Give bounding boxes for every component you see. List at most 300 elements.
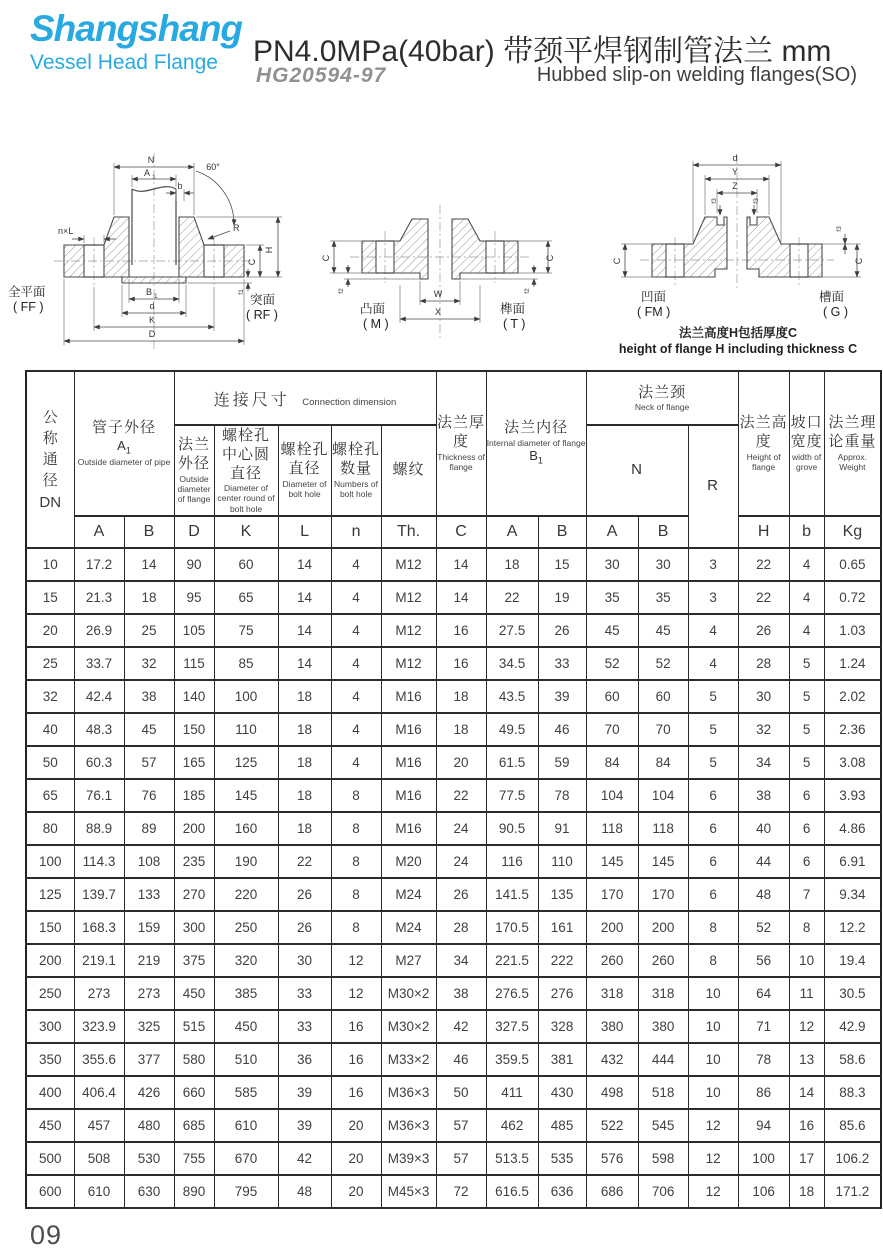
table-cell: 380 xyxy=(586,1010,638,1043)
table-cell: 359.5 xyxy=(486,1043,538,1076)
table-cell: 46 xyxy=(436,1043,486,1076)
col-letter: B xyxy=(538,516,586,548)
table-cell: 16 xyxy=(789,1109,824,1142)
col-letter: H xyxy=(738,516,789,548)
col-letter: A xyxy=(586,516,638,548)
dim-label-d-big: D xyxy=(148,329,156,339)
table-cell: 84 xyxy=(586,746,638,779)
table-cell: 350 xyxy=(26,1043,74,1076)
table-cell: 13 xyxy=(789,1043,824,1076)
col-group-connection xyxy=(174,371,436,425)
table-cell: 76 xyxy=(124,779,174,812)
table-cell: 18 xyxy=(278,812,331,845)
table-cell: 85.6 xyxy=(824,1109,881,1142)
table-cell: 5 xyxy=(688,680,738,713)
table-cell: 21.3 xyxy=(74,581,124,614)
table-cell: 6 xyxy=(789,779,824,812)
table-cell: M36×3 xyxy=(381,1109,436,1142)
table-cell: 75 xyxy=(214,614,278,647)
table-cell: 235 xyxy=(174,845,214,878)
table-cell: 8 xyxy=(331,845,381,878)
table-cell: 24 xyxy=(436,845,486,878)
table-cell: 28 xyxy=(738,647,789,680)
table-cell: 325 xyxy=(124,1010,174,1043)
table-cell: 94 xyxy=(738,1109,789,1142)
table-cell: 8 xyxy=(331,812,381,845)
flange-drawing-ff-rf xyxy=(6,145,298,357)
table-cell: 685 xyxy=(174,1109,214,1142)
table-cell: 25 xyxy=(26,647,74,680)
table-cell: 18 xyxy=(789,1175,824,1208)
table-row xyxy=(26,1142,881,1175)
table-cell: 105 xyxy=(174,614,214,647)
table-cell: 38 xyxy=(436,977,486,1010)
table-cell: 78 xyxy=(738,1043,789,1076)
table-cell: M16 xyxy=(381,680,436,713)
table-cell: 14 xyxy=(278,614,331,647)
table-cell: 39 xyxy=(278,1076,331,1109)
table-cell: 38 xyxy=(738,779,789,812)
table-cell: 10 xyxy=(688,977,738,1010)
table-row xyxy=(26,1076,881,1109)
table-cell: 12 xyxy=(688,1109,738,1142)
table-cell: 106 xyxy=(738,1175,789,1208)
table-cell: 508 xyxy=(74,1142,124,1175)
dim-label-x: X xyxy=(434,307,442,317)
table-cell: 5 xyxy=(789,680,824,713)
table-cell: 580 xyxy=(174,1043,214,1076)
table-row xyxy=(26,1010,881,1043)
bolt-dia-en: Diameter of bolt hole xyxy=(282,478,327,500)
table-row xyxy=(26,548,881,581)
face-label-fm-cn: 凹面 xyxy=(641,290,667,304)
dim-label-a1-sub: 1 xyxy=(152,174,156,181)
table-cell: 32 xyxy=(124,647,174,680)
table-cell: 3.93 xyxy=(824,779,881,812)
table-cell: 26 xyxy=(738,614,789,647)
inner-dia-cn: 法兰内径 xyxy=(504,419,569,437)
dim-label-f1: f1 xyxy=(238,289,245,295)
col-header-neck-r xyxy=(688,425,738,548)
table-row xyxy=(26,779,881,812)
table-cell: 250 xyxy=(214,911,278,944)
col-header-bolt-dia xyxy=(278,425,331,516)
table-cell: 518 xyxy=(638,1076,688,1109)
col-letter: D xyxy=(174,516,214,548)
table-cell: 42 xyxy=(436,1010,486,1043)
table-cell: 535 xyxy=(538,1142,586,1175)
table-cell: 250 xyxy=(26,977,74,1010)
col-letter: Th. xyxy=(381,516,436,548)
table-cell: 686 xyxy=(586,1175,638,1208)
table-cell: 15 xyxy=(538,548,586,581)
table-cell: 14 xyxy=(278,581,331,614)
table-cell: 22 xyxy=(486,581,538,614)
table-cell: 26 xyxy=(278,911,331,944)
dim-label-f3-c: f3 xyxy=(836,226,843,232)
table-cell: 670 xyxy=(214,1142,278,1175)
dim-label-f2-right: f2 xyxy=(524,288,531,294)
table-cell: 20 xyxy=(436,746,486,779)
table-cell: 380 xyxy=(638,1010,688,1043)
table-row xyxy=(26,845,881,878)
table-cell: 3 xyxy=(688,548,738,581)
table-cell: 45 xyxy=(124,713,174,746)
table-cell: M16 xyxy=(381,779,436,812)
table-cell: 377 xyxy=(124,1043,174,1076)
dim-label-r: R xyxy=(233,223,240,233)
table-cell: 48 xyxy=(278,1175,331,1208)
table-cell: 5 xyxy=(789,647,824,680)
face-label-rf-code: ( RF ) xyxy=(246,308,278,322)
face-label-fm-code: ( FM ) xyxy=(637,305,671,319)
table-cell: M24 xyxy=(381,911,436,944)
table-cell: 10 xyxy=(688,1010,738,1043)
table-cell: 108 xyxy=(124,845,174,878)
table-cell: 576 xyxy=(586,1142,638,1175)
table-cell: 4 xyxy=(331,746,381,779)
face-label-g-code: ( G ) xyxy=(823,305,848,319)
dim-label-c-left: C xyxy=(612,257,622,265)
table-cell: 890 xyxy=(174,1175,214,1208)
table-cell: 14 xyxy=(278,647,331,680)
table-cell: 118 xyxy=(638,812,688,845)
table-cell: 755 xyxy=(174,1142,214,1175)
table-cell: 38 xyxy=(124,680,174,713)
col-letter: C xyxy=(436,516,486,548)
table-cell: 545 xyxy=(638,1109,688,1142)
table-cell: 327.5 xyxy=(486,1010,538,1043)
table-cell: 260 xyxy=(638,944,688,977)
table-cell: 39 xyxy=(538,680,586,713)
col-letter: A xyxy=(74,516,124,548)
table-cell: 585 xyxy=(214,1076,278,1109)
table-cell: 12 xyxy=(331,944,381,977)
table-cell: 26 xyxy=(538,614,586,647)
table-cell: 25 xyxy=(124,614,174,647)
table-cell: 40 xyxy=(738,812,789,845)
table-cell: 110 xyxy=(214,713,278,746)
table-cell: 16 xyxy=(436,614,486,647)
face-label-ff-code: ( FF ) xyxy=(13,300,44,314)
table-cell: 50 xyxy=(26,746,74,779)
table-cell: 14 xyxy=(436,548,486,581)
table-cell: 4 xyxy=(789,614,824,647)
table-cell: 145 xyxy=(586,845,638,878)
table-cell: 17.2 xyxy=(74,548,124,581)
col-header-thickness xyxy=(436,371,486,516)
table-cell: 14 xyxy=(278,548,331,581)
table-cell: 64 xyxy=(738,977,789,1010)
table-cell: 48.3 xyxy=(74,713,124,746)
weight-cn: 法兰理论重量 xyxy=(828,414,877,451)
table-cell: 3.08 xyxy=(824,746,881,779)
table-cell: 150 xyxy=(174,713,214,746)
table-cell: M16 xyxy=(381,746,436,779)
table-cell: 24 xyxy=(436,812,486,845)
flange-od-cn: 法兰外径 xyxy=(178,436,211,473)
dim-label-k: K xyxy=(148,315,156,325)
table-cell: 328 xyxy=(538,1010,586,1043)
table-cell: 88.9 xyxy=(74,812,124,845)
col-letter: Kg xyxy=(824,516,881,548)
table-row xyxy=(26,680,881,713)
table-cell: 61.5 xyxy=(486,746,538,779)
table-cell: 513.5 xyxy=(486,1142,538,1175)
table-cell: 3 xyxy=(688,581,738,614)
page-number: 09 xyxy=(30,1220,63,1250)
table-cell: 170 xyxy=(638,878,688,911)
table-cell: 125 xyxy=(214,746,278,779)
table-cell: 6 xyxy=(688,845,738,878)
face-label-g-cn: 槽面 xyxy=(819,290,845,304)
col-header-dn-cn: 公称通径 xyxy=(42,409,58,490)
table-cell: 72 xyxy=(436,1175,486,1208)
table-cell: 22 xyxy=(738,548,789,581)
table-cell: 150 xyxy=(26,911,74,944)
col-group-pipe-od xyxy=(74,371,174,516)
table-cell: 500 xyxy=(26,1142,74,1175)
table-cell: 19 xyxy=(538,581,586,614)
table-cell: 22 xyxy=(738,581,789,614)
table-cell: 5 xyxy=(789,713,824,746)
table-cell: 6 xyxy=(789,812,824,845)
table-row xyxy=(26,1043,881,1076)
table-cell: 4 xyxy=(789,548,824,581)
table-cell: 8 xyxy=(331,779,381,812)
table-cell: 118 xyxy=(586,812,638,845)
col-letter: B xyxy=(124,516,174,548)
table-cell: 106.2 xyxy=(824,1142,881,1175)
groove-en: width of grove xyxy=(791,451,822,473)
bolt-num-en: Numbers of bolt hole xyxy=(334,478,378,500)
table-cell: 457 xyxy=(74,1109,124,1142)
table-cell: 85 xyxy=(214,647,278,680)
table-cell: 60 xyxy=(586,680,638,713)
table-cell: 36 xyxy=(278,1043,331,1076)
dim-label-f3-a: f3 xyxy=(711,198,718,204)
table-cell: 18 xyxy=(486,548,538,581)
table-cell: 160 xyxy=(214,812,278,845)
table-cell: 18 xyxy=(278,713,331,746)
table-cell: 6 xyxy=(688,812,738,845)
table-cell: 6 xyxy=(688,779,738,812)
table-cell: 200 xyxy=(26,944,74,977)
table-cell: 141.5 xyxy=(486,878,538,911)
table-cell: M12 xyxy=(381,647,436,680)
table-cell: 57 xyxy=(124,746,174,779)
table-cell: 4 xyxy=(331,581,381,614)
table-cell: 27.5 xyxy=(486,614,538,647)
table-cell: 2.02 xyxy=(824,680,881,713)
table-cell: 8 xyxy=(789,911,824,944)
table-cell: 6 xyxy=(688,878,738,911)
table-cell: 432 xyxy=(586,1043,638,1076)
table-row xyxy=(26,746,881,779)
table-cell: 400 xyxy=(26,1076,74,1109)
flange-spec-table xyxy=(25,370,882,1209)
dim-label-c-right: C xyxy=(545,254,555,262)
table-cell: M12 xyxy=(381,614,436,647)
table-cell: 35 xyxy=(586,581,638,614)
thickness-en: Thickness of flange xyxy=(437,451,485,473)
table-cell: 12 xyxy=(789,1010,824,1043)
table-cell: 426 xyxy=(124,1076,174,1109)
table-cell: 30 xyxy=(638,548,688,581)
table-cell: 76.1 xyxy=(74,779,124,812)
table-cell: 273 xyxy=(124,977,174,1010)
table-cell: 170.5 xyxy=(486,911,538,944)
pipe-od-sym-sub: 1 xyxy=(125,445,131,456)
dim-label-d-small: d xyxy=(149,301,155,311)
drawing-caption-cn: 法兰高度H包括厚度C xyxy=(678,326,798,340)
table-cell: 34 xyxy=(738,746,789,779)
table-cell: 16 xyxy=(331,1076,381,1109)
table-cell: 40 xyxy=(26,713,74,746)
table-cell: 200 xyxy=(586,911,638,944)
table-cell: 4 xyxy=(688,614,738,647)
table-cell: 11 xyxy=(789,977,824,1010)
table-cell: M27 xyxy=(381,944,436,977)
table-cell: 5 xyxy=(789,746,824,779)
dim-label-n: N xyxy=(147,155,155,165)
table-cell: 450 xyxy=(26,1109,74,1142)
face-label-ff-cn: 全平面 xyxy=(8,285,46,299)
table-cell: 222 xyxy=(538,944,586,977)
table-cell: 630 xyxy=(124,1175,174,1208)
table-cell: 90.5 xyxy=(486,812,538,845)
table-cell: 530 xyxy=(124,1142,174,1175)
table-cell: 385 xyxy=(214,977,278,1010)
table-cell: 12.2 xyxy=(824,911,881,944)
col-header-height xyxy=(738,371,789,516)
table-cell: 8 xyxy=(331,911,381,944)
table-cell: 57 xyxy=(436,1142,486,1175)
col-header-bolt-circle xyxy=(214,425,278,516)
table-cell: 12 xyxy=(688,1142,738,1175)
technical-drawings xyxy=(0,143,883,361)
dim-label-h: H xyxy=(264,246,274,254)
table-cell: 89 xyxy=(124,812,174,845)
dim-label-b1-sub: 1 xyxy=(154,293,158,300)
dim-label-a1: A xyxy=(143,168,151,178)
table-cell: 30.5 xyxy=(824,977,881,1010)
flange-drawing-m-t xyxy=(300,179,590,344)
table-cell: 660 xyxy=(174,1076,214,1109)
table-cell: 45 xyxy=(638,614,688,647)
col-letter: b xyxy=(789,516,824,548)
table-cell: 114.3 xyxy=(74,845,124,878)
col-letter: K xyxy=(214,516,278,548)
col-letter: L xyxy=(278,516,331,548)
table-cell: 381 xyxy=(538,1043,586,1076)
groove-cn: 坡口宽度 xyxy=(790,414,823,451)
table-cell: 30 xyxy=(586,548,638,581)
col-header-bolt-num xyxy=(331,425,381,516)
table-cell: 58.6 xyxy=(824,1043,881,1076)
table-cell: 34 xyxy=(436,944,486,977)
table-cell: 221.5 xyxy=(486,944,538,977)
table-cell: 77.5 xyxy=(486,779,538,812)
dim-label-nxl: n×L xyxy=(58,226,74,236)
table-row xyxy=(26,812,881,845)
col-letter: n xyxy=(331,516,381,548)
table-cell: 20 xyxy=(331,1142,381,1175)
table-cell: 100 xyxy=(214,680,278,713)
table-cell: M30×2 xyxy=(381,1010,436,1043)
table-cell: 4 xyxy=(331,614,381,647)
face-label-rf-cn: 突面 xyxy=(250,293,276,307)
table-cell: 145 xyxy=(214,779,278,812)
table-cell: M36×3 xyxy=(381,1076,436,1109)
table-cell: 16 xyxy=(436,647,486,680)
col-header-flange-od xyxy=(174,425,214,516)
dim-label-z: Z xyxy=(732,181,738,191)
dim-label-f2-left: f2 xyxy=(338,288,345,294)
table-cell: 30 xyxy=(738,680,789,713)
table-cell: M20 xyxy=(381,845,436,878)
table-cell: 60.3 xyxy=(74,746,124,779)
table-cell: 104 xyxy=(638,779,688,812)
face-label-t-code: ( T ) xyxy=(503,317,526,331)
table-cell: 14 xyxy=(789,1076,824,1109)
table-cell: 42.9 xyxy=(824,1010,881,1043)
col-letter: A xyxy=(486,516,538,548)
table-cell: 6.91 xyxy=(824,845,881,878)
table-cell: 16 xyxy=(331,1010,381,1043)
table-cell: 170 xyxy=(586,878,638,911)
table-cell: 65 xyxy=(26,779,74,812)
col-header-dn-code: DN xyxy=(39,494,62,512)
table-cell: 57 xyxy=(436,1109,486,1142)
table-cell: 375 xyxy=(174,944,214,977)
table-cell: 20 xyxy=(331,1109,381,1142)
table-cell: 0.65 xyxy=(824,548,881,581)
table-cell: 110 xyxy=(538,845,586,878)
height-cn: 法兰高度 xyxy=(739,414,788,451)
table-cell: 10 xyxy=(688,1076,738,1109)
table-row xyxy=(26,1109,881,1142)
bolt-circle-cn: 螺栓孔中心圆直径 xyxy=(222,427,271,482)
table-cell: 4 xyxy=(688,647,738,680)
table-cell: 91 xyxy=(538,812,586,845)
bolt-num-cn: 螺栓孔数量 xyxy=(332,441,381,478)
table-cell: 411 xyxy=(486,1076,538,1109)
table-cell: 59 xyxy=(538,746,586,779)
table-cell: 171.2 xyxy=(824,1175,881,1208)
table-cell: 18 xyxy=(278,680,331,713)
brand-tagline: Vessel Head Flange xyxy=(30,51,218,74)
table-cell: 70 xyxy=(638,713,688,746)
table-cell: 42.4 xyxy=(74,680,124,713)
dim-label-c: C xyxy=(247,258,257,266)
col-header-neck-n xyxy=(586,425,688,516)
table-cell: M12 xyxy=(381,548,436,581)
dim-label-y: Y xyxy=(731,167,739,177)
table-cell: M33×2 xyxy=(381,1043,436,1076)
table-cell: 52 xyxy=(738,911,789,944)
table-cell: 14 xyxy=(436,581,486,614)
table-cell: 18 xyxy=(124,581,174,614)
table-cell: 200 xyxy=(174,812,214,845)
table-row xyxy=(26,977,881,1010)
col-group-inner-dia xyxy=(486,371,586,516)
dim-label-d: d xyxy=(732,153,738,163)
drawing-caption-en: height of flange H including thickness C xyxy=(618,342,858,356)
table-cell: 104 xyxy=(586,779,638,812)
table-cell: 450 xyxy=(214,1010,278,1043)
table-cell: M16 xyxy=(381,812,436,845)
